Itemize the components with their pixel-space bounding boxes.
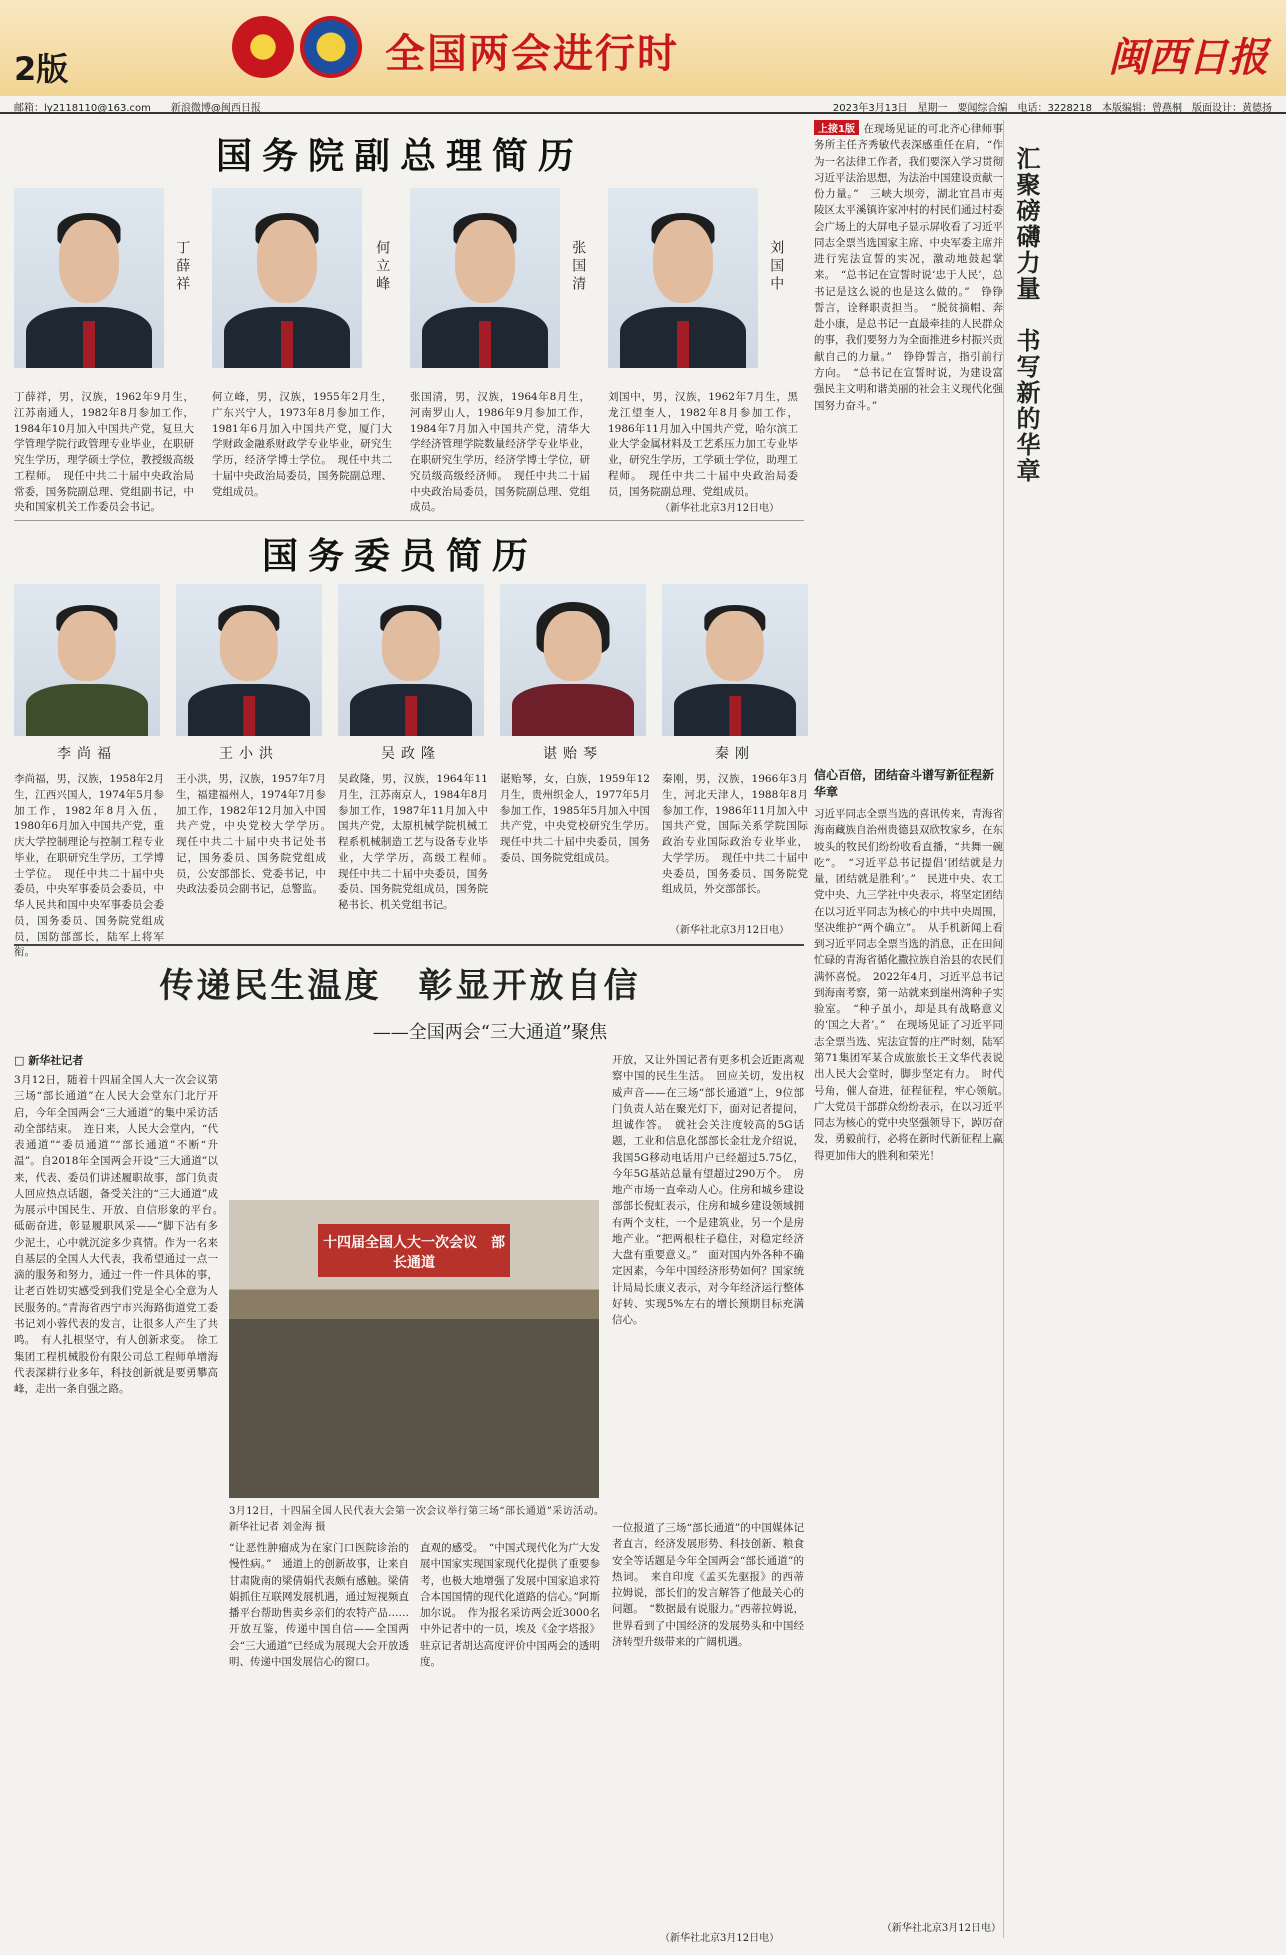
press-hall-photo: [229, 1200, 599, 1498]
councillor-name: 王小洪: [219, 746, 279, 762]
info-line: [0, 96, 1286, 114]
portrait-photo: [212, 188, 362, 368]
portrait-photo: [14, 188, 164, 368]
councillor-bio: 王小洪，男，汉族，1957年7月生，福建福州人，1974年7月参加工作，1982年12月加入中国共产党，中央党校大学学历。 现任中共二十届中央书记处书记，国务委员、国务院党组成员，公安部部长、党委书记，中央政法委员会副书记，总警监。: [176, 773, 337, 896]
photo-banner: 十四届全国人大一次会议 部长通道: [318, 1224, 510, 1278]
vp-bio: 何立峰，男，汉族，1955年2月生，广东兴宁人，1973年8月参加工作，1981年6月加入中国共产党，厦门大学财政金融系财政学专业毕业，研究生学历，经济学博士学位。 现任中共二十届中央政治局委员，国务院副总理、党组成员。: [212, 391, 392, 498]
section-title-state-councillors: 国务委员简历: [261, 535, 538, 577]
national-emblem-icon: [232, 16, 294, 78]
info-line-right: 2023年3月13日 星期一 要闻综合编 电话：3228218 本版编辑：曾燕桐 版面设计：黄德扬: [832, 103, 1272, 114]
vp-bio: 张国清，男，汉族，1964年8月生，河南罗山人，1986年9月参加工作，1984年7月加入中国共产党，清华大学经济管理学院数量经济学专业毕业，在职研究生学历，经济学博士学位，研究员级高级经济师。 现任中共二十届中央政治局委员，国务院副总理、党组成员。: [410, 391, 590, 514]
story-column: 3月12日，随着十四届全国人大一次会议第三场“部长通道”在人民大会堂东门北厅开启，今年全国两会“三大通道”的集中采访活动全部结束。 连日来，人民大会堂内，“代表通道”“委员通道”“部长通道”不断“升温”。自2018年全国两会开设“三大通道”以来，代表、委员们讲述履职故事，部门负责人回应热点话题，备受关注的“三大通道”成为展示中国民生、开放、自信形象的平台。 砥砺奋进，彰显履职风采——“脚下沾有多少泥土，心中就沉淀多少真情。作为一名来自基层的全国人大代表，我希望通过一点一滴的服务和努力，通过一件一件具体的事，让老百姓切实感受到我们党是全心全意为人民服务的。”青海省西宁市兴海路街道党工委书记刘小蓉代表的发言，让很多人产生了共鸣。 有人扎根坚守，有人创新求变。 徐工集团工程机械股份有限公司总工程师单增海代表深耕行业多年，科技创新就是要勇攀高峰，走出一条自强之路。: [14, 1074, 229, 1396]
band-title: 全国两会进行时: [385, 30, 679, 77]
vp-name: 丁薛祥: [174, 240, 191, 294]
source-note: （新华社北京3月12日电）: [660, 1933, 780, 1944]
councillor-name: 李尚福: [57, 746, 117, 762]
source-note: （新华社北京3月12日电）: [670, 925, 790, 936]
right-text: 在现场见证的可北齐心律师事务所主任齐秀敏代表深感重任在肩，“作为一名法律工作者，我们要深入学习贯彻习近平法治思想，为法治中国建设贡献一份力量。” 三峡大坝旁，湖北宜昌市夷陵区太平溪镇许家冲村的村民们通过村委会广场上的大屏电子显示屏收看了习近平同志全票当选国家主席、中央军委主席并进行宪法宣誓的实况，激动地鼓起掌来。 “总书记在宣誓时说‘忠于人民’，总书记是这么说的也是这么做的。” 铮铮誓言，诠释职责担当。 “脱贫摘帽、奔赴小康，是总书记一直最牵挂的人民群众的事，我们要努力为全面推进乡村振兴贡献自己的力量。” 铮铮誓言，指引前行方向。 “总书记在宣誓时说，为建设富强民主文明和谐美丽的社会主义现代化强国努力奋斗。”: [814, 123, 1003, 412]
vp-name: 何立峰: [374, 240, 391, 294]
portrait-photo: [608, 188, 758, 368]
councillor-name: 秦刚: [715, 746, 755, 762]
right-text: 习近平同志全票当选的喜讯传来，青海省海南藏族自治州贵德县双欣牧家乡，在东坡头的牧民们纷纷收看直播，“共舞一碗吃”。 “习近平总书记提倡‘团结就是力量，团结就是胜利’。” 民进中央、农工党中央、九三学社中央表示，将坚定团结在以习近平同志为核心的中共中央周围，坚决维护“两个确立”。 从手机新闻上看到习近平同志全票当选的消息，正在田间忙碌的青海省循化撒拉族自治县的农民们满怀喜悦。 2022年4月，习近平总书记到海南考察，第一站就来到崖州湾种子实验室。 “种子虽小，却是具有战略意义的‘国之大者’。” 在现场见证了习近平同志全票当选、宪法宣誓的庄严时刻，陆军第71集团军某合成旅旅长王文华代表说出人民大会堂时，脚步坚定有力。 时代号角，催人奋进，征程征程，牢心领航。 广大党员干部群众纷纷表示，在以习近平同志为核心的党中央坚强领导下，踔厉奋发，勇毅前行，必将在新时代新征程上赢得更加伟大的胜利和荣光！: [814, 808, 1014, 1162]
councillor-bio: 李尚福，男，汉族，1958年2月生，江西兴国人，1974年5月参加工作，1982年8月入伍，1980年6月加入中国共产党，重庆大学控制理论与控制工程专业毕业，在职研究生学历，工学博士学位。 现任中共二十届中央委员，中央军事委员会委员，中华人民共和国中央军事委员会委员，国务委员、国务院党组成员，国防部部长，陆军上将军衔。: [14, 773, 164, 959]
source-note: （新华社北京3月12日电）: [881, 1922, 1001, 1934]
right-subhead: 信心百倍，团结奋斗谱写新征程新华章: [814, 768, 995, 799]
story-column: “让恶性肿瘤成为在家门口医院诊治的慢性病。” 通道上的创新故事，让来自甘肃陇南的梁倩娟代表颇有感触。梁倩娟抓住互联网发展机遇，通过短视频直播平台帮助售卖乡亲们的农特产品……开放互鉴，传递中国自信——全国两会“三大通道”已经成为展现大会开放透明、传递中国发展信心的窗口。: [229, 1542, 409, 1668]
masthead: [0, 0, 1286, 96]
right-text-block: [814, 120, 1003, 760]
vp-bio: 刘国中，男，汉族，1962年7月生，黑龙江望奎人，1982年8月参加工作，1986年11月加入中国共产党，哈尔滨工业大学金属材料及工艺系压力加工专业毕业，研究生学历，工学硕士学位，助理工程师。 现任中共二十届中央政治局委员，国务院副总理、党组成员。: [608, 391, 798, 498]
info-line-left: 邮箱：ly2118110@163.com 新浪微博@闽西日报: [14, 103, 261, 114]
story-byline: □ 新华社记者: [14, 1054, 84, 1067]
right-column-story: [814, 120, 1014, 1938]
vp-name: 刘国中: [768, 240, 785, 294]
source-note: （新华社北京3月12日电）: [660, 503, 780, 514]
councillor-name: 吴政隆: [381, 746, 441, 762]
story-headline: 传递民生温度 彰显开放自信: [159, 966, 641, 1006]
story-column: 一位报道了三场“部长通道”的中国媒体记者直言，经济发展形势、科技创新、粮食安全等话题是今年全国两会“部长通道”的热词。 来自印度《孟买先驱报》的西蒂拉姆说，部长们的发言解答了他最关心的问题。 “数据最有说服力。”西蒂拉姆说，世界看到了中国经济的发展势头和中国经济转型升级带来的广阔机遇。: [612, 1522, 804, 1648]
councillor-bio: 谌贻琴，女，白族，1959年12月生，贵州织金人，1977年5月参加工作，1985年5月加入中国共产党，中央党校研究生学历。 现任中共二十届中央委员，国务委员、国务院党组成员。: [500, 773, 661, 864]
portrait-photo: [14, 584, 160, 736]
portrait-photo: [410, 188, 560, 368]
councillor-bio: 秦刚，男，汉族，1966年3月生，河北天津人，1988年8月参加工作，1986年11月加入中国共产党，国际关系学院国际政治专业国际政治专业毕业，大学学历。 现任中共二十届中央委员，国务委员、国务院党组成员，外交部部长。: [662, 773, 808, 896]
story-column: 直观的感受。 “中国式现代化为广大发展中国家实现国家现代化提供了重要参考，也极大地增强了发展中国家追求符合本国国情的现代化道路的信心。”阿斯加尔说。 作为报名采访两会近3000名中外记者中的一员，埃及《金字塔报》驻京记者胡达高度评价中国两会的透明度。: [420, 1542, 600, 1668]
vp-bio: 丁薛祥，男，汉族，1962年9月生，江苏南通人，1982年8月参加工作，1984年10月加入中国共产党，复旦大学管理学院行政管理专业毕业，在职研究生学历，理学硕士学位，教授级高级工程师。 现任中共二十届中央政治局常委，国务院副总理、党组副书记，中央和国家机关工作委员会书记。: [14, 391, 194, 514]
story-subhead: ——全国两会“三大通道”聚焦: [372, 1022, 608, 1043]
right-column-title: 汇聚磅礴力量 书写新的华章: [1012, 146, 1041, 484]
photo-caption: 3月12日，十四届全国人民代表大会第一次会议举行第三场“部长通道”采访活动。 新华社记者 刘金海 摄: [229, 1506, 619, 1533]
divider: [14, 944, 804, 946]
councillor-bio: 吴政隆，男，汉族，1964年11月生，江苏南京人，1984年8月参加工作，1987年11月加入中国共产党，太原机械学院机械工程系机械制造工艺与设备专业毕业，大学学历，高级工程师。 现任中共二十届中央委员，国务委员、国务院党组成员，国务院秘书长、机关党组书记。: [338, 773, 499, 911]
paper-name-logo: 闽西日报: [1108, 34, 1268, 81]
portrait-photo: [662, 584, 808, 736]
story-column: 开放，又让外国记者有更多机会近距离观察中国的民生生活。 回应关切，发出权威声音——在三场“部长通道”上，9位部门负责人站在聚光灯下，面对记者提问，坦诚作答。 就社会关注度较高的5G话题，工业和信息化部部长金壮龙介绍说，我国5G移动电话用户已经超过5.75亿，今年5G基站总量有望超过290万个。 房地产市场一直牵动人心。住房和城乡建设部部长倪虹表示，住房和城乡建设领域拥有两个支柱，一个是建筑业，另一个是房地产业。“把两根柱子稳住，对稳定经济大盘有重要意义。” 面对国内外各种不确定因素，今年中国经济形势如何？国家统计局局长康义表示，对今年经济运行整体好转、实现5%左右的增长预期目标充满信心。: [612, 1054, 804, 1327]
portrait-photo: [176, 584, 322, 736]
cppcc-emblem-icon: [300, 16, 362, 78]
councillor-name: 谌贻琴: [543, 746, 603, 762]
divider: [14, 520, 804, 521]
page-number: 2版: [14, 50, 69, 88]
portrait-photo: [500, 584, 646, 736]
continued-tag: 上接1版: [814, 120, 859, 135]
section-title-vice-premiers: 国务院副总理简历: [215, 135, 584, 177]
portrait-photo: [338, 584, 484, 736]
vp-name: 张国清: [570, 240, 587, 294]
